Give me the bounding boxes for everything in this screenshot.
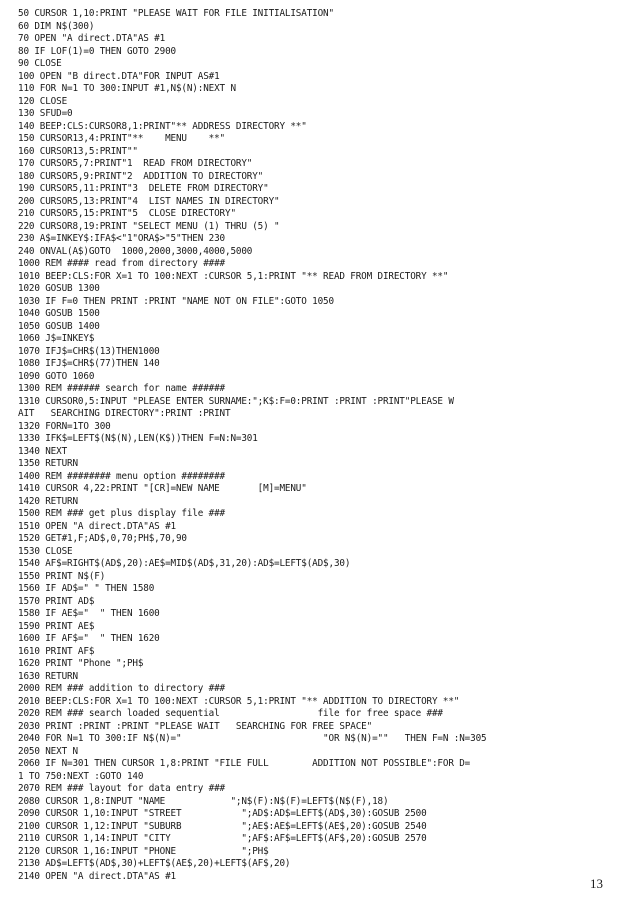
code-line: 180 CURSOR5,9:PRINT"2 ADDITION TO DIRECTORY"	[18, 170, 264, 182]
code-line: 1090 GOTO 1060	[18, 370, 95, 382]
code-line: AIT SEARCHING DIRECTORY":PRINT :PRINT	[18, 408, 231, 419]
code-line: 240 ONVAL(A$)GOTO 1000,2000,3000,4000,5000	[18, 245, 253, 257]
code-line: 1570 PRINT AD$	[18, 595, 95, 607]
code-line: 90 CLOSE	[18, 58, 62, 69]
page-number: 13	[590, 876, 603, 891]
code-line: 1300 REM ###### search for name ######	[18, 383, 225, 394]
code-line: 2040 FOR N=1 TO 300:IF N$(N)=" "OR N$(N)="" THEN F=N :N=305	[18, 733, 487, 744]
code-line: 1350 RETURN	[18, 458, 78, 469]
code-line: 120 CLOSE	[18, 95, 68, 107]
code-line: 1060 J$=INKEY$	[18, 333, 95, 344]
code-line: 2030 PRINT :PRINT :PRINT "PLEASE WAIT SEARCHING FOR FREE SPACE"	[18, 720, 373, 732]
code-line: 1320 FORN=1TO 300	[18, 420, 111, 432]
code-line: 1050 GOSUB 1400	[18, 320, 100, 332]
code-line: 210 CURSOR5,15:PRINT"5 CLOSE DIRECTORY"	[18, 208, 236, 219]
code-line: 1080 IFJ$=CHR$(77)THEN 140	[18, 358, 160, 369]
code-line: 2110 CURSOR 1,14:INPUT "CITY ";AF$:AF$=LEFT$(AF$,20):GOSUB 2570	[18, 833, 427, 844]
code-line: 2100 CURSOR 1,12:INPUT "SUBURB ";AE$:AE$=LEFT$(AE$,20):GOSUB 2540	[18, 820, 427, 832]
code-line: 2050 NEXT N	[18, 745, 78, 757]
code-line: 1560 IF AD$=" " THEN 1580	[18, 583, 155, 594]
code-line: 2130 AD$=LEFT$(AD$,30)+LEFT$(AE$,20)+LEFT$(AF$,20)	[18, 858, 291, 869]
code-line: 1 TO 750:NEXT :GOTO 140	[18, 770, 144, 782]
code-line: 2000 REM ### addition to directory ###	[18, 683, 225, 694]
code-line: 1620 PRINT "Phone ";PH$	[18, 658, 144, 669]
code-line: 150 CURSOR13,4:PRINT"** MENU **"	[18, 133, 225, 144]
code-line: 1540 AF$=RIGHT$(AD$,20):AE$=MID$(AD$,31,20):AD$=LEFT$(AD$,30)	[18, 558, 351, 569]
code-line: 1020 GOSUB 1300	[18, 283, 100, 294]
code-line: 1580 IF AE$=" " THEN 1600	[18, 608, 160, 619]
code-line: 1400 REM ######## menu option ########	[18, 470, 225, 482]
code-line: 50 CURSOR 1,10:PRINT "PLEASE WAIT FOR FILE INITIALISATION"	[18, 8, 334, 19]
code-line: 2060 IF N=301 THEN CURSOR 1,8:PRINT "FILE FULL ADDITION NOT POSSIBLE":FOR D=	[18, 758, 471, 769]
code-line: 130 SFUD=0	[18, 108, 73, 119]
code-line: 110 FOR N=1 TO 300:INPUT #1,N$(N):NEXT N	[18, 83, 236, 94]
code-line: 1610 PRINT AF$	[18, 645, 95, 657]
code-line: 230 A$=INKEY$:IFA$<"1"ORA$>"5"THEN 230	[18, 233, 225, 244]
code-line: 1000 REM #### read from directory ####	[18, 258, 225, 269]
code-line: 1550 PRINT N$(F)	[18, 570, 106, 582]
code-line: 1070 IFJ$=CHR$(13)THEN1000	[18, 345, 160, 357]
code-line: 2090 CURSOR 1,10:INPUT "STREET ";AD$:AD$=LEFT$(AD$,30):GOSUB 2500	[18, 808, 427, 819]
program-listing	[18, 8, 636, 883]
code-line: 190 CURSOR5,11:PRINT"3 DELETE FROM DIRECTORY"	[18, 183, 269, 194]
code-line: 140 BEEP:CLS:CURSOR8,1:PRINT"** ADDRESS DIRECTORY **"	[18, 120, 307, 132]
code-line: 220 CURSOR8,19:PRINT "SELECT MENU (1) THRU (5) "	[18, 220, 280, 232]
code-line: 80 IF LOF(1)=0 THEN GOTO 2900	[18, 45, 176, 57]
code-line: 1500 REM ### get plus display file ###	[18, 508, 225, 519]
code-line: 60 DIM N$(300)	[18, 20, 95, 32]
code-line: 1010 BEEP:CLS:FOR X=1 TO 100:NEXT :CURSOR 5,1:PRINT "** READ FROM DIRECTORY **"	[18, 270, 449, 282]
code-line: 1410 CURSOR 4,22:PRINT "[CR]=NEW NAME [M]=MENU"	[18, 483, 307, 494]
code-line: 1040 GOSUB 1500	[18, 308, 100, 319]
code-line: 2020 REM ### search loaded sequential file for free space ###	[18, 708, 443, 719]
code-line: 1340 NEXT	[18, 445, 68, 457]
code-line: 170 CURSOR5,7:PRINT"1 READ FROM DIRECTORY"	[18, 158, 253, 169]
code-line: 2120 CURSOR 1,16:INPUT "PHONE ";PH$	[18, 845, 269, 857]
code-line: 2010 BEEP:CLS:FOR X=1 TO 100:NEXT :CURSOR 5,1:PRINT "** ADDITION TO DIRECTORY **"	[18, 695, 460, 707]
code-line: 2070 REM ### layout for data entry ###	[18, 783, 225, 794]
code-line: 70 OPEN "A direct.DTA"AS #1	[18, 33, 166, 44]
code-line: 1530 CLOSE	[18, 545, 73, 557]
code-line: 1030 IF F=0 THEN PRINT :PRINT "NAME NOT ON FILE":GOTO 1050	[18, 295, 334, 307]
code-line: 1600 IF AF$=" " THEN 1620	[18, 633, 160, 644]
code-line: 1520 GET#1,F;AD$,0,70;PH$,70,90	[18, 533, 187, 544]
code-line: 2080 CURSOR 1,8:INPUT "NAME ";N$(F):N$(F)=LEFT$(N$(F),18)	[18, 795, 389, 807]
code-line: 160 CURSOR13,5:PRINT""	[18, 145, 138, 157]
code-line: 2140 OPEN "A direct.DTA"AS #1	[18, 870, 176, 882]
code-line: 1420 RETURN	[18, 495, 78, 507]
code-line: 1310 CURSOR0,5:INPUT "PLEASE ENTER SURNAME:";K$:F=0:PRINT :PRINT :PRINT"PLEASE W	[18, 395, 454, 407]
code-line: 1330 IFK$=LEFT$(N$(N),LEN(K$))THEN F=N:N=301	[18, 433, 258, 444]
code-line: 1630 RETURN	[18, 670, 78, 682]
code-line: 1510 OPEN "A direct.DTA"AS #1	[18, 520, 176, 532]
code-line: 200 CURSOR5,13:PRINT"4 LIST NAMES IN DIRECTORY"	[18, 195, 280, 207]
code-line: 100 OPEN "B direct.DTA"FOR INPUT AS#1	[18, 70, 220, 82]
code-line: 1590 PRINT AE$	[18, 620, 95, 632]
